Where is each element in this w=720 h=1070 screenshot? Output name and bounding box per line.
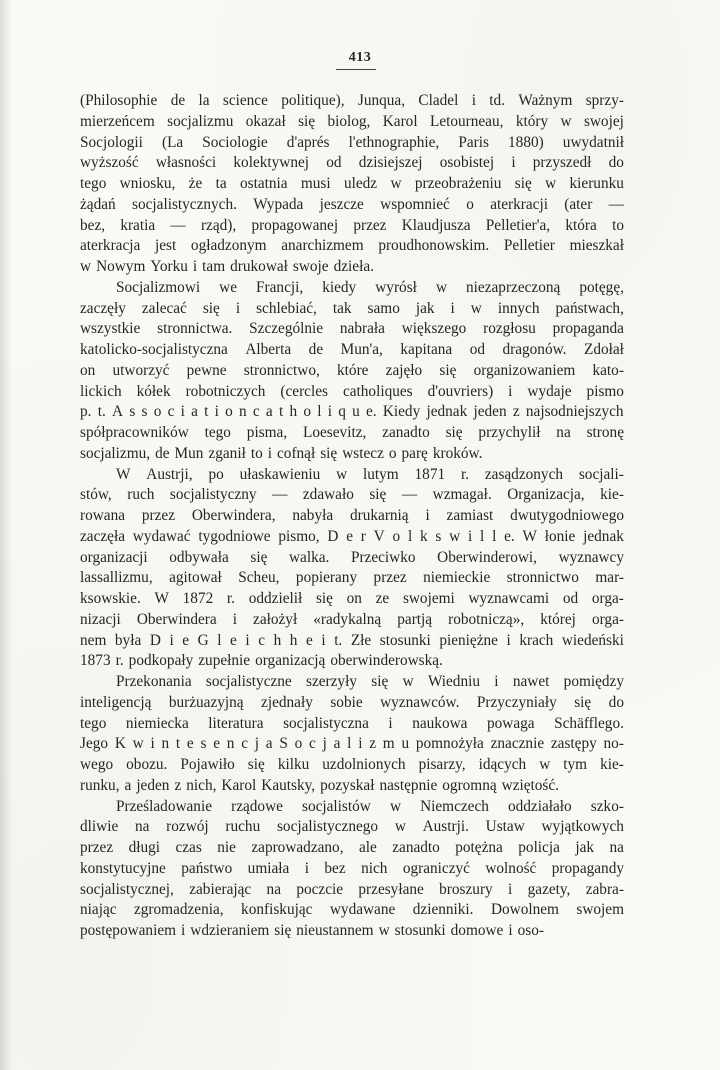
text-line: spółpracowników tego pisma, Loesevitz, zanadto się przychylił na stronę	[80, 424, 624, 441]
page-binding-shadow	[0, 0, 12, 1070]
text-line: lassallizmu, agitował Scheu, popierany przez niemieckie stronnictwo mar-	[80, 569, 624, 587]
text-line: wszystkie stronnictwa. Szczególnie nabrała większego rozgłosu propaganda	[80, 320, 624, 338]
text-line: organizacji odbywała się walka. Przeciwko Oberwinderowi, wyznawcy	[80, 548, 624, 566]
text-line: Socjalizmowi we Francji, kiedy wyrósł w niezaprzeczoną potęgę,	[116, 278, 624, 296]
text-line: inteligencją burżuazyjną zjednały sobie wyznawców. Przyczyniały się do	[80, 693, 624, 711]
text-line: socjalizmu, de Mun zganił to i cofnął się wstecz o parę kroków.	[80, 444, 483, 462]
text-line: Prześladowanie rządowe socjalistów w Niemczech oddziałało szko-	[116, 797, 624, 815]
paragraph	[80, 278, 624, 465]
text-line: przez długi czas nie zaprowadzano, ale zanadto potężna policja jak na	[80, 839, 624, 856]
text-line: ksowskie. W 1872 r. oddzielił się on ze swojemi wyznawcami od orga-	[80, 590, 624, 607]
text-line: wego obozu. Pojawiło się kilku uzdolnionych pisarzy, idących w tym kie-	[80, 756, 624, 773]
page-number-rule	[336, 69, 376, 70]
text-line: nem była D i e G l e i c h h e i t. Złe stosunki pieniężne i krach wiedeński	[80, 631, 624, 649]
paragraph	[80, 465, 624, 673]
text-line: mierzeńcem socjalizmu okazał się biolog, Karol Letourneau, który w swojej	[80, 112, 624, 130]
text-line: dliwie na rozwój ruchu socjalistycznego w Austrji. Ustaw wyjątkowych	[80, 818, 624, 836]
page-number: 413	[348, 50, 372, 65]
text-line: stów, ruch socjalistyczny — zdawało się — wzmagał. Organizacja, kie-	[80, 486, 624, 504]
text-line: rowana przez Oberwindera, nabyła drukarnią i zamiast dwutygodniowego	[80, 507, 624, 524]
text-line: niając zgromadzenia, konfiskując wydawane dzienniki. Dowolnem swojem	[80, 901, 624, 919]
text-line: lickich kółek robotniczych (cercles catholiques d'ouvriers) i wydaje pismo	[80, 382, 624, 400]
text-line: tego wniosku, że ta ostatnia musi uledz w przeobrażeniu się w kierunku	[80, 175, 624, 192]
paragraph	[80, 797, 624, 942]
text-line: konstytucyjne państwo umiała i bez nich ograniczyć wolność propagandy	[80, 859, 624, 877]
paragraph	[80, 672, 624, 797]
text-line: bez, kratia — rząd), propagowanej przez Klaudjusza Pelletier'a, która to	[80, 216, 624, 234]
text-line: zaczęły zalecać się i schlebiać, tak samo jak i w innych państwach,	[80, 299, 624, 317]
text-line: aterkracja jest ogładzonym anarchizmem proudhonowskim. Pelletier mieszkał	[80, 237, 624, 255]
text-line: p. t. A s s o c i a t i o n c a t h o l i q u e. Kiedy jednak jeden z najsodniejszych	[80, 403, 624, 421]
text-line: runku, a jeden z nich, Karol Kautsky, pozyskał następnie ogromną wziętość.	[80, 776, 559, 794]
paragraph	[80, 91, 624, 278]
text-line: on utworzyć pewne stronnictwo, które zajęło się organizowaniem kato-	[80, 361, 624, 379]
text-line: socjalistycznej, zabierając na poczcie przesyłane broszury i gazety, zabra-	[80, 880, 624, 898]
text-line: postępowaniem i wdzieraniem się nieustannem w stosunki domowe i oso-	[80, 922, 544, 939]
text-line: tego niemiecka literatura socjalistyczna i naukowa powaga Schäfflego.	[80, 714, 624, 732]
text-line: nizacji Oberwindera i założył «radykalną partją robotniczą», której orga-	[80, 610, 624, 628]
text-line: wyższość własności kolektywnej od dzisiejszej osobistej i przyszedł do	[80, 154, 624, 172]
text-line: Przekonania socjalistyczne szerzyły się w Wiedniu i nawet pomiędzy	[116, 673, 624, 690]
body-text	[80, 91, 624, 942]
text-line: katolicko-socjalistyczna Alberta de Mun'a, kapitana od dragonów. Zdołał	[80, 341, 624, 358]
text-line: (Philosophie de la science politique), Junqua, Cladel i td. Ważnym sprzy-	[80, 92, 624, 109]
text-line: żądań socjalistycznych. Wypada jeszcze wspomnieć o aterkracji (ater —	[80, 195, 624, 213]
text-line: w Nowym Yorku i tam drukował swoje dzieła.	[80, 258, 374, 275]
text-line: zaczęła wydawać tygodniowe pismo, D e r V o l k s w i l l e. W łonie jednak	[80, 527, 624, 545]
text-line: W Austrji, po ułaskawieniu w lutym 1871 r. zasądzonych socjali-	[116, 465, 624, 483]
text-line: 1873 r. podkopały zupełnie organizacją oberwinderowską.	[80, 652, 443, 670]
text-line: Jego K w i n t e s e n c j a S o c j a l i z m u pomnożyła znacznie zastępy no-	[80, 735, 624, 753]
text-line: Socjologii (La Sociologie d'aprés l'ethnographie, Paris 1880) uwydatnił	[80, 133, 624, 151]
